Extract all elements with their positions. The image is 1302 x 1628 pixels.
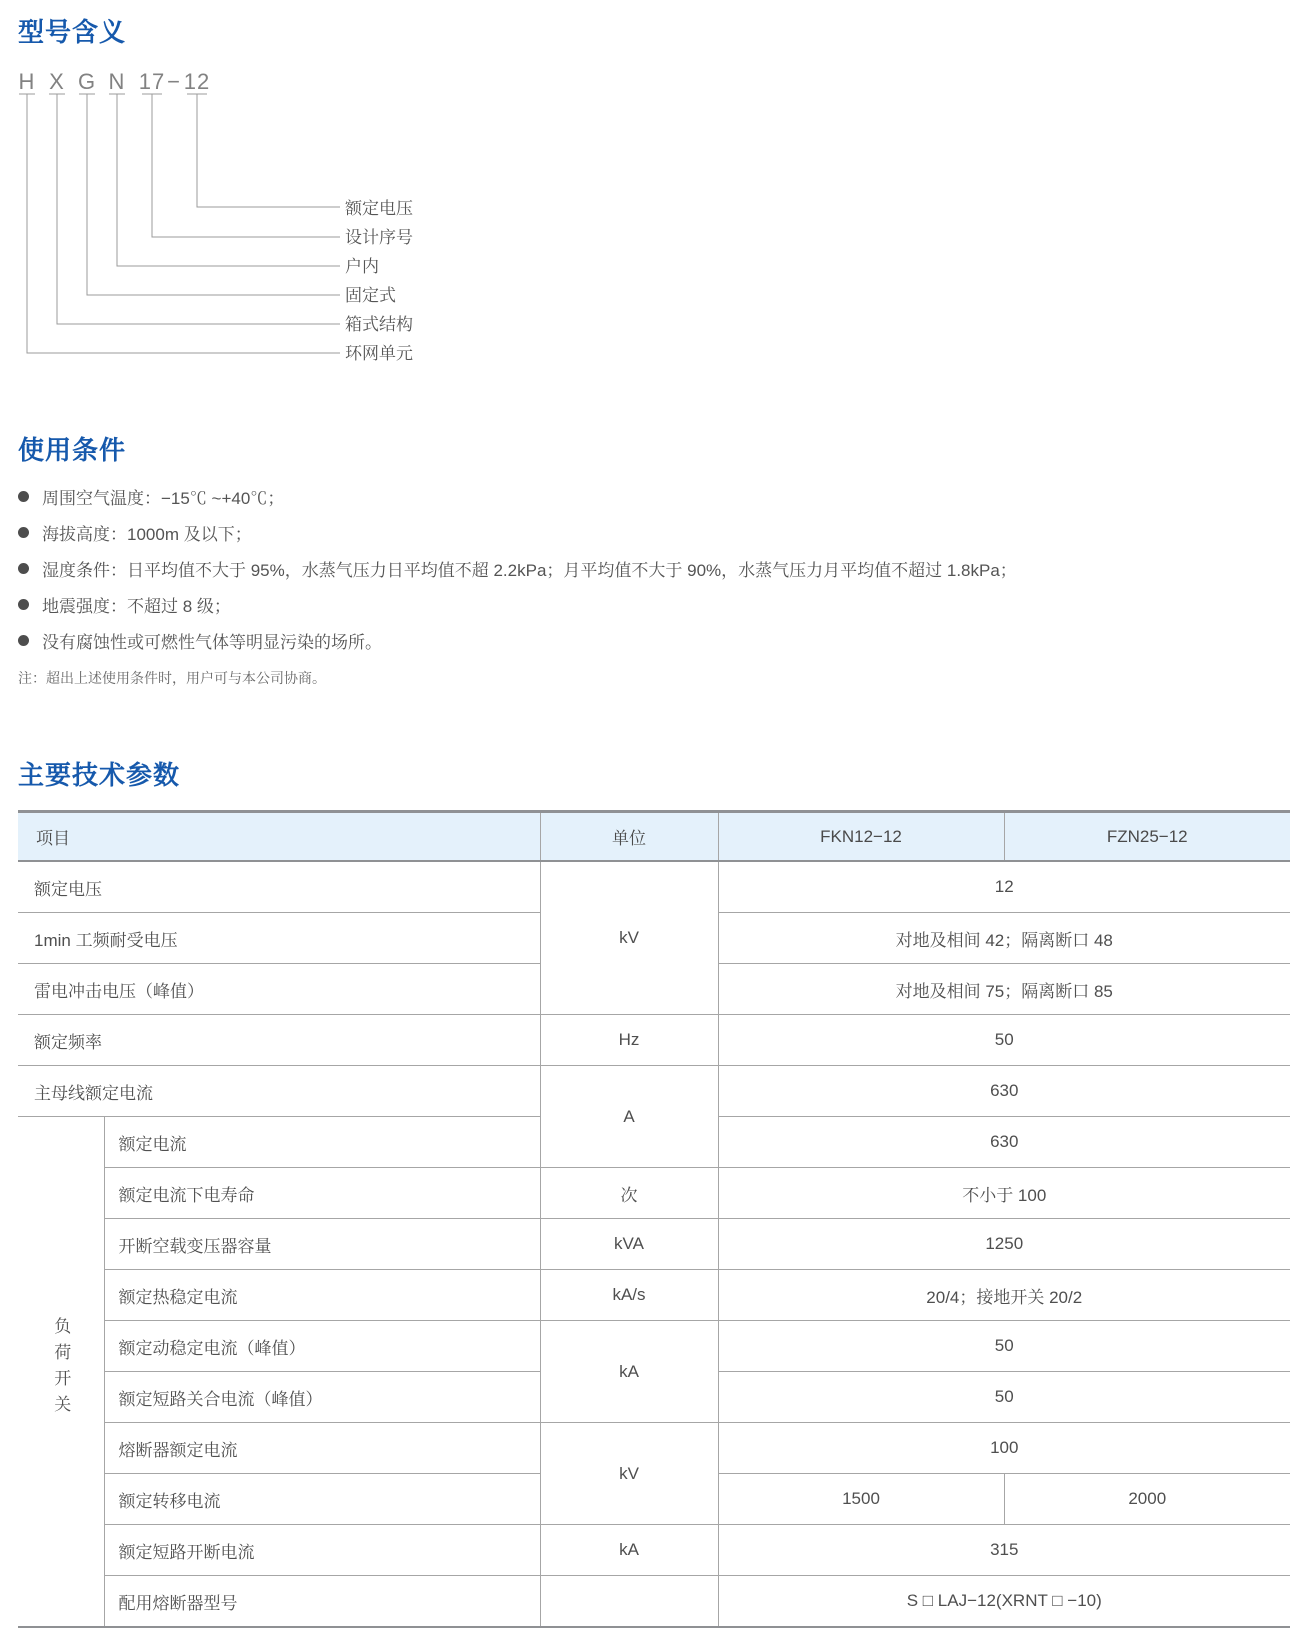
param-value: 不小于 100 xyxy=(718,1168,1290,1219)
callout-line xyxy=(142,94,340,237)
param-unit xyxy=(540,1576,718,1628)
param-value: 315 xyxy=(718,1525,1290,1576)
param-value: 50 xyxy=(718,1372,1290,1423)
param-value: S □ LAJ−12(XRNT □ −10) xyxy=(718,1576,1290,1628)
model-code-label: 户内 xyxy=(345,257,379,276)
model-code-label: 箱式结构 xyxy=(345,315,413,334)
bullet-icon xyxy=(18,491,29,502)
param-value: 1250 xyxy=(718,1219,1290,1270)
param-label: 额定转移电流 xyxy=(104,1474,540,1525)
callout-line xyxy=(109,94,340,266)
param-label: 额定短路开断电流 xyxy=(104,1525,540,1576)
table-row xyxy=(18,1270,1290,1321)
param-label: 额定动稳定电流（峰值） xyxy=(104,1321,540,1372)
callout-line xyxy=(187,94,340,207)
param-label: 额定频率 xyxy=(18,1015,540,1066)
param-label: 熔断器额定电流 xyxy=(104,1423,540,1474)
param-label: 额定电流下电寿命 xyxy=(104,1168,540,1219)
section-title-usage-conditions: 使用条件 xyxy=(18,435,127,465)
model-code-diagram xyxy=(18,66,458,366)
usage-conditions-note: 注：超出上述使用条件时，用户可与本公司协商。 xyxy=(18,670,326,686)
param-label: 额定电压 xyxy=(18,861,540,913)
param-value: 630 xyxy=(718,1066,1290,1117)
table-row xyxy=(18,1321,1290,1372)
param-unit: kVA xyxy=(540,1219,718,1270)
list-item xyxy=(18,478,1290,514)
row-group-cell xyxy=(18,1117,104,1628)
model-code-part: G xyxy=(77,69,97,94)
param-label: 雷电冲击电压（峰值） xyxy=(18,964,540,1015)
param-label: 额定短路关合电流（峰值） xyxy=(104,1372,540,1423)
model-code-label: 设计序号 xyxy=(345,228,413,247)
table-row xyxy=(18,1525,1290,1576)
column-header-model1: FKN12−12 xyxy=(718,812,1004,862)
param-label: 1min 工频耐受电压 xyxy=(18,913,540,964)
callout-line xyxy=(79,94,340,295)
table-row xyxy=(18,1066,1290,1117)
bullet-icon xyxy=(18,527,29,538)
list-item-text: 周围空气温度：−15℃ ~+40℃； xyxy=(42,488,285,508)
column-header-model2: FZN25−12 xyxy=(1004,812,1290,862)
section-title-tech-params: 主要技术参数 xyxy=(18,760,181,790)
table-header-row xyxy=(18,812,1290,862)
model-code-label: 固定式 xyxy=(345,286,396,305)
param-label: 额定热稳定电流 xyxy=(104,1270,540,1321)
tech-params-table xyxy=(18,810,1290,1628)
param-value: 100 xyxy=(718,1423,1290,1474)
param-label: 主母线额定电流 xyxy=(18,1066,540,1117)
model-code-part: − xyxy=(167,69,181,94)
param-value: 12 xyxy=(718,861,1290,913)
param-unit: kV xyxy=(540,1423,718,1525)
param-unit: kA xyxy=(540,1321,718,1423)
bullet-icon xyxy=(18,599,29,610)
list-item-text: 海拔高度：1000m 及以下； xyxy=(42,524,252,544)
param-label: 额定电流 xyxy=(104,1117,540,1168)
param-value: 20/4；接地开关 20/2 xyxy=(718,1270,1290,1321)
list-item xyxy=(18,514,1290,550)
model-code-part: 12 xyxy=(183,69,211,94)
list-item xyxy=(18,586,1290,622)
model-code-part: 17 xyxy=(138,69,166,94)
table-row xyxy=(18,861,1290,913)
row-group-label: 负荷开关 xyxy=(51,1317,71,1421)
table-row xyxy=(18,1576,1290,1628)
table-row xyxy=(18,1219,1290,1270)
param-unit: A xyxy=(540,1066,718,1168)
column-header-item: 项目 xyxy=(18,812,540,862)
bullet-icon xyxy=(18,635,29,646)
param-unit: kA/s xyxy=(540,1270,718,1321)
param-value: 对地及相间 75；隔离断口 85 xyxy=(718,964,1290,1015)
param-value-model1: 1500 xyxy=(718,1474,1004,1525)
section-title-model-meaning: 型号含义 xyxy=(18,17,127,47)
list-item-text: 地震强度：不超过 8 级； xyxy=(42,596,231,616)
param-unit: Hz xyxy=(540,1015,718,1066)
param-unit: 次 xyxy=(540,1168,718,1219)
callout-line xyxy=(49,94,340,324)
param-unit: kV xyxy=(540,861,718,1015)
param-label: 开断空载变压器容量 xyxy=(104,1219,540,1270)
param-unit: kA xyxy=(540,1525,718,1576)
model-code-part: N xyxy=(108,69,126,94)
model-code-label: 环网单元 xyxy=(345,344,413,363)
param-value: 50 xyxy=(718,1015,1290,1066)
table-row xyxy=(18,1015,1290,1066)
model-code-part: X xyxy=(49,69,65,94)
callout-line xyxy=(19,94,340,353)
bullet-icon xyxy=(18,563,29,574)
table-row xyxy=(18,1168,1290,1219)
list-item xyxy=(18,622,1290,658)
param-value: 对地及相间 42；隔离断口 48 xyxy=(718,913,1290,964)
usage-conditions-list xyxy=(18,478,1290,658)
model-code-part: H xyxy=(18,69,36,94)
column-header-unit: 单位 xyxy=(540,812,718,862)
param-value: 50 xyxy=(718,1321,1290,1372)
table-row xyxy=(18,1423,1290,1474)
param-value-model2: 2000 xyxy=(1004,1474,1290,1525)
model-code-label: 额定电压 xyxy=(345,199,413,218)
list-item xyxy=(18,550,1290,586)
list-item-text: 湿度条件：日平均值不大于 95%，水蒸气压力日平均值不超 2.2kPa；月平均值不大于 90%，水蒸气压力月平均值不超过 1.8kPa； xyxy=(42,560,1017,580)
list-item-text: 没有腐蚀性或可燃性气体等明显污染的场所。 xyxy=(42,632,382,652)
param-value: 630 xyxy=(718,1117,1290,1168)
param-label: 配用熔断器型号 xyxy=(104,1576,540,1628)
